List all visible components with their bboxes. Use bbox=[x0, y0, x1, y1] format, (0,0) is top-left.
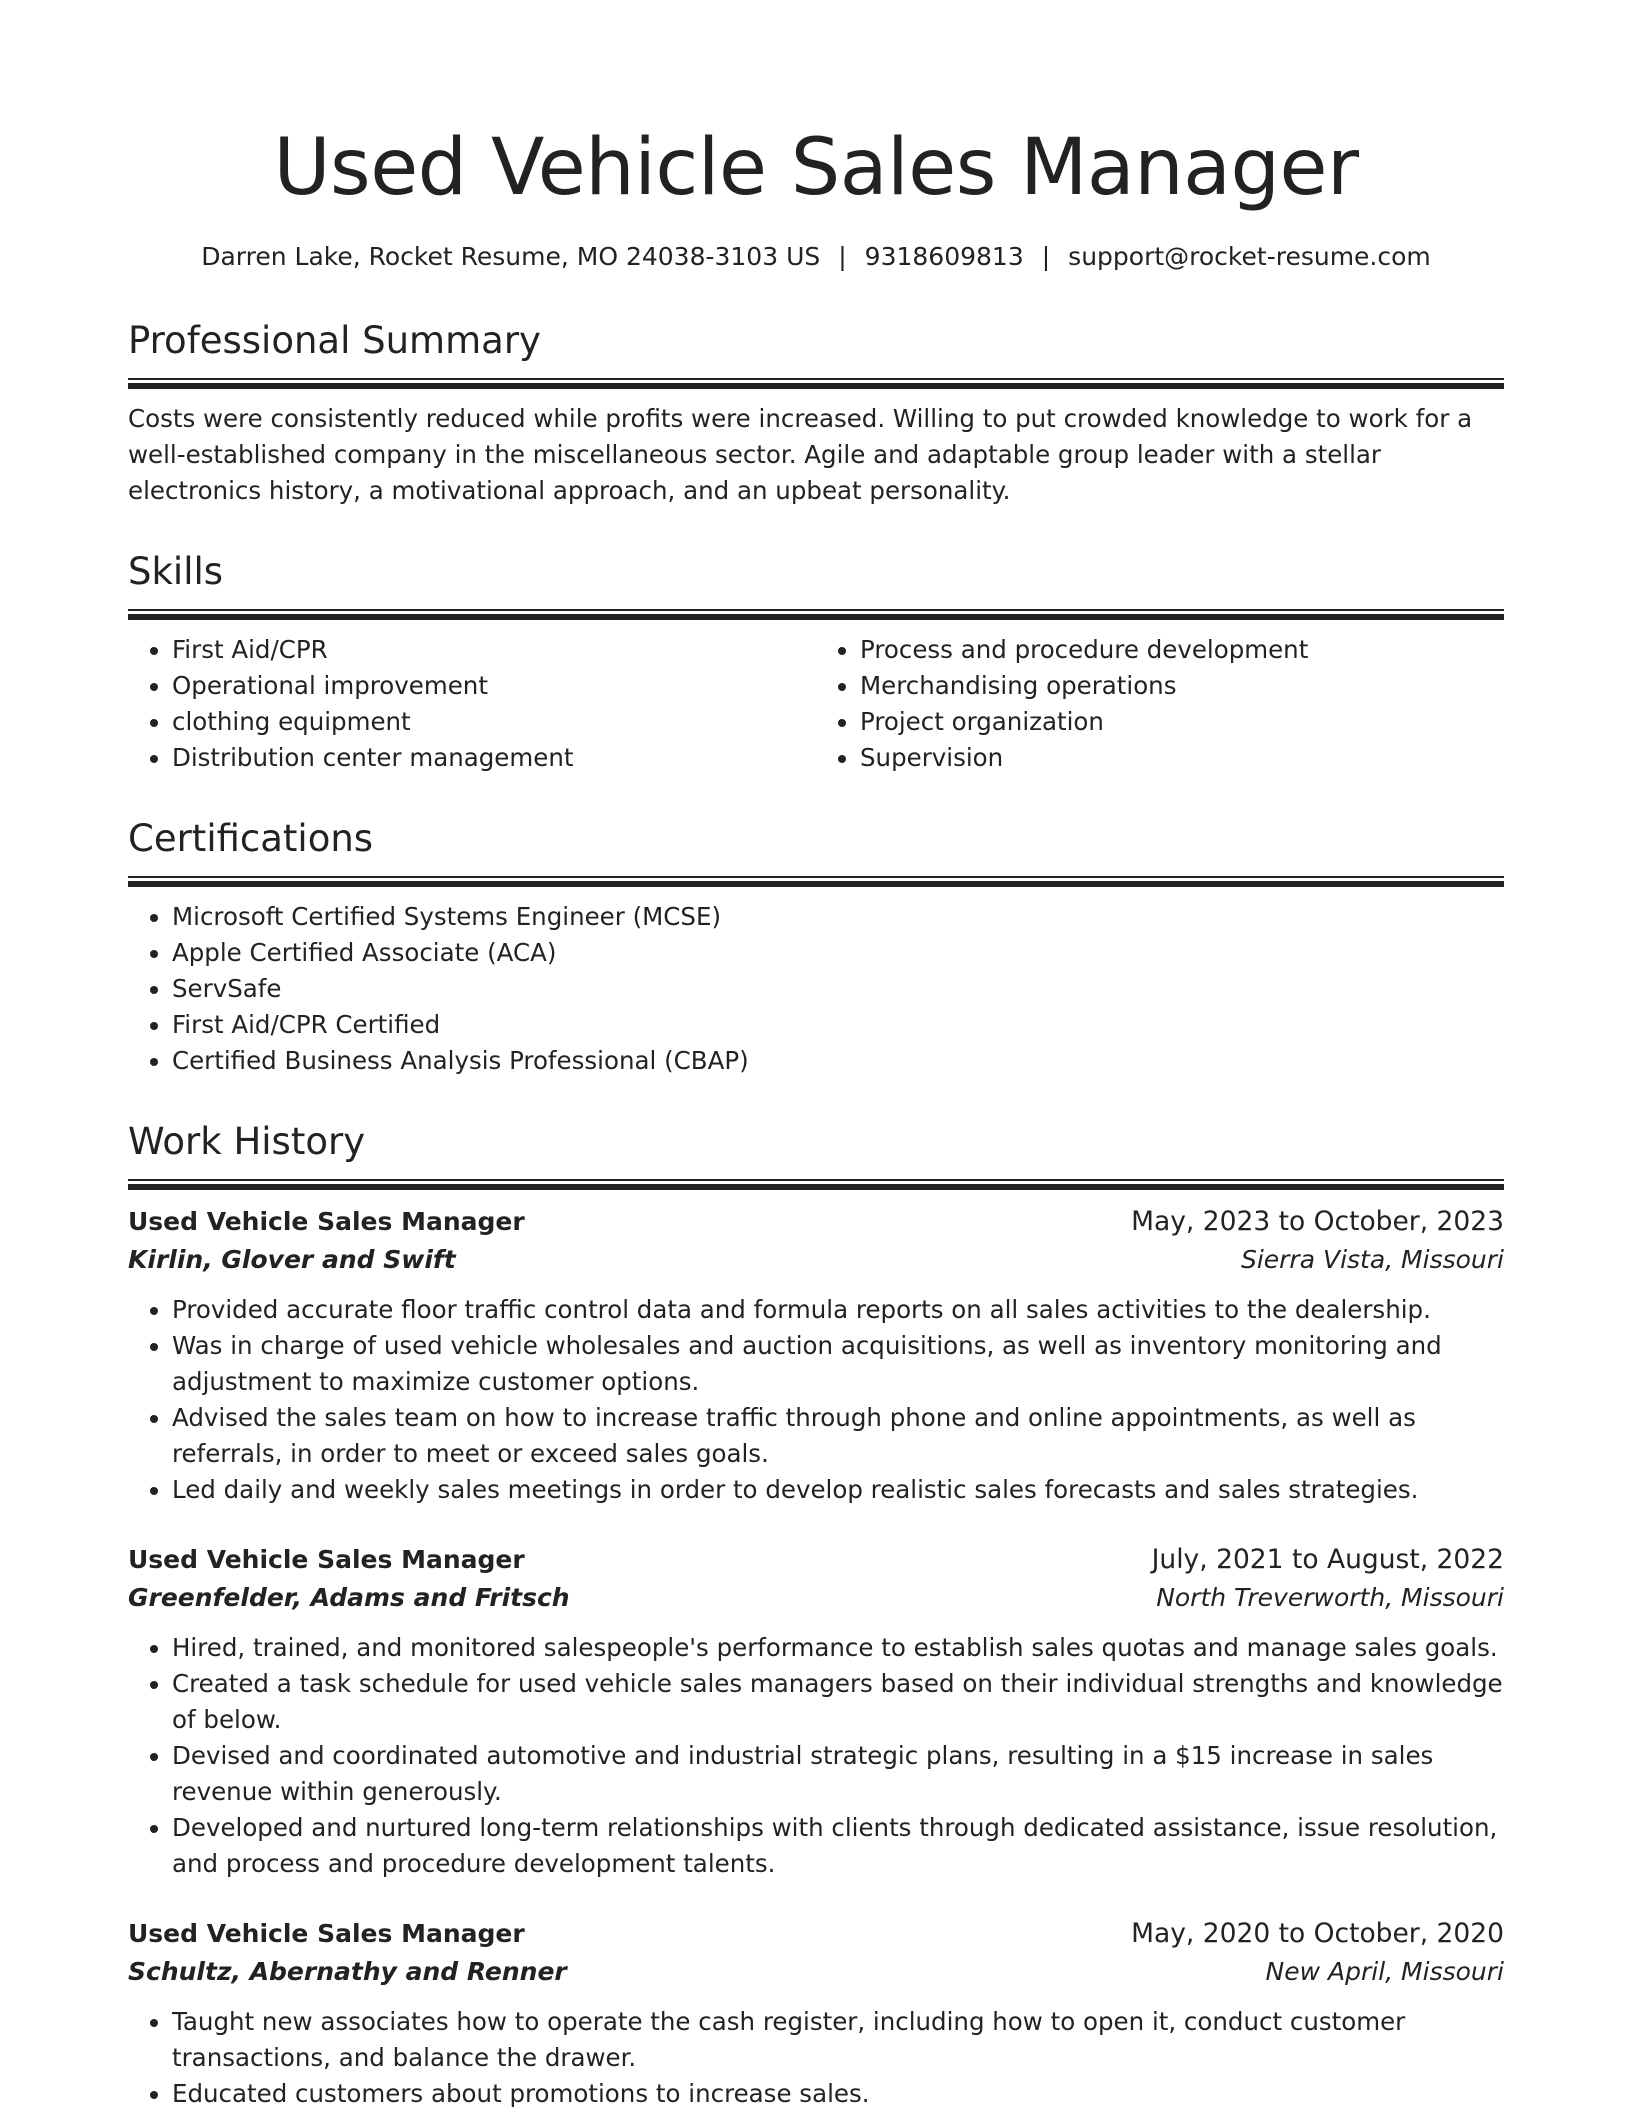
job-entry bbox=[128, 1914, 1504, 2112]
contact-separator: | bbox=[838, 242, 847, 271]
job-header-row bbox=[128, 1540, 1504, 1580]
skill-item: • clothing equipment bbox=[172, 704, 816, 740]
job-subheader-row bbox=[128, 1954, 1504, 1990]
section-divider bbox=[128, 1179, 1504, 1190]
job-bullet: • Provided accurate floor traffic control data and formula reports on all sales activities to the dealership. bbox=[172, 1292, 1504, 1328]
resume-title: Used Vehicle Sales Manager bbox=[273, 123, 1359, 213]
job-company: Schultz, Abernathy and Renner bbox=[128, 1957, 567, 1986]
section-certifications bbox=[128, 816, 1504, 1079]
job-dates: May, 2020 to October, 2020 bbox=[1131, 1918, 1504, 1949]
job-title: Used Vehicle Sales Manager bbox=[128, 1919, 525, 1948]
job-company: Kirlin, Glover and Swift bbox=[128, 1245, 456, 1274]
job-bullet: • Developed and nurtured long-term relationships with clients through dedicated assistance, issue resolution, and process and procedure development talents. bbox=[172, 1810, 1504, 1882]
certification-item: • Microsoft Certified Systems Engineer (MCSE) bbox=[172, 899, 1504, 935]
section-skills bbox=[128, 549, 1504, 776]
certification-item: • Apple Certified Associate (ACA) bbox=[172, 935, 1504, 971]
skill-item: • Supervision bbox=[860, 740, 1504, 776]
job-bullet: • Was in charge of used vehicle wholesales and auction acquisitions, as well as inventory monitoring and adjustment to maximize customer options. bbox=[172, 1328, 1504, 1400]
job-company: Greenfelder, Adams and Fritsch bbox=[128, 1583, 570, 1612]
job-entry bbox=[128, 1202, 1504, 1508]
job-entry bbox=[128, 1540, 1504, 1882]
certification-item: • Certified Business Analysis Professional (CBAP) bbox=[172, 1043, 1504, 1079]
skill-item: • First Aid/CPR bbox=[172, 632, 816, 668]
contact-email: support@rocket-resume.com bbox=[1068, 242, 1431, 271]
job-location: New April, Missouri bbox=[1265, 1957, 1504, 1986]
job-dates: May, 2023 to October, 2023 bbox=[1131, 1206, 1504, 1237]
skill-item: • Operational improvement bbox=[172, 668, 816, 704]
section-divider bbox=[128, 378, 1504, 389]
job-bullet: • Hired, trained, and monitored salespeople's performance to establish sales quotas and manage sales goals. bbox=[172, 1630, 1504, 1666]
job-bullets bbox=[128, 2004, 1504, 2112]
job-bullets bbox=[128, 1292, 1504, 1508]
job-bullet: • Taught new associates how to operate the cash register, including how to open it, conduct customer transactions, and balance the drawer. bbox=[172, 2004, 1504, 2076]
job-bullet: • Educated customers about promotions to increase sales. bbox=[172, 2076, 1504, 2112]
contact-line bbox=[128, 240, 1504, 274]
section-heading: Skills bbox=[128, 550, 224, 593]
job-header-row bbox=[128, 1202, 1504, 1242]
job-bullet: • Devised and coordinated automotive and industrial strategic plans, resulting in a $15 increase in sales revenue within generously. bbox=[172, 1738, 1504, 1810]
section-divider bbox=[128, 876, 1504, 887]
section-heading: Work History bbox=[128, 1120, 366, 1163]
summary-text: Costs were consistently reduced while profits were increased. Willing to put crowded knowledge to work for a well-established company in the miscellaneous sector. Agile and adaptable group leader with a stellar electronics history, a motivational approach, and an upbeat personality. bbox=[128, 404, 1473, 505]
job-bullets bbox=[128, 1630, 1504, 1882]
certification-item: • First Aid/CPR Certified bbox=[172, 1007, 1504, 1043]
job-bullet: • Led daily and weekly sales meetings in order to develop realistic sales forecasts and sales strategies. bbox=[172, 1472, 1504, 1508]
job-subheader-row bbox=[128, 1242, 1504, 1278]
section-heading: Certifications bbox=[128, 817, 374, 860]
contact-phone: 9318609813 bbox=[864, 242, 1024, 271]
job-bullet: • Created a task schedule for used vehicle sales managers based on their individual strengths and knowledge of below. bbox=[172, 1666, 1504, 1738]
job-location: Sierra Vista, Missouri bbox=[1240, 1245, 1504, 1274]
section-divider bbox=[128, 609, 1504, 620]
section-summary bbox=[128, 318, 1504, 509]
job-subheader-row bbox=[128, 1580, 1504, 1616]
contact-address: Darren Lake, Rocket Resume, MO 24038-3103 US bbox=[201, 242, 821, 271]
skill-item: • Merchandising operations bbox=[860, 668, 1504, 704]
job-title: Used Vehicle Sales Manager bbox=[128, 1545, 525, 1574]
skills-list-right bbox=[816, 632, 1504, 776]
job-title: Used Vehicle Sales Manager bbox=[128, 1207, 525, 1236]
job-dates: July, 2021 to August, 2022 bbox=[1151, 1544, 1504, 1575]
skills-columns bbox=[128, 632, 1504, 776]
section-heading: Professional Summary bbox=[128, 319, 541, 362]
section-work-history bbox=[128, 1119, 1504, 2112]
skills-list-left bbox=[128, 632, 816, 776]
skill-item: • Process and procedure development bbox=[860, 632, 1504, 668]
certifications-list bbox=[128, 899, 1504, 1079]
contact-separator: | bbox=[1041, 242, 1051, 271]
job-header-row bbox=[128, 1914, 1504, 1954]
job-location: North Treverworth, Missouri bbox=[1156, 1583, 1504, 1612]
job-bullet: • Advised the sales team on how to increase traffic through phone and online appointments, as well as referrals, in order to meet or exceed sales goals. bbox=[172, 1400, 1504, 1472]
skill-item: • Distribution center management bbox=[172, 740, 816, 776]
certification-item: • ServSafe bbox=[172, 971, 1504, 1007]
skill-item: • Project organization bbox=[860, 704, 1504, 740]
